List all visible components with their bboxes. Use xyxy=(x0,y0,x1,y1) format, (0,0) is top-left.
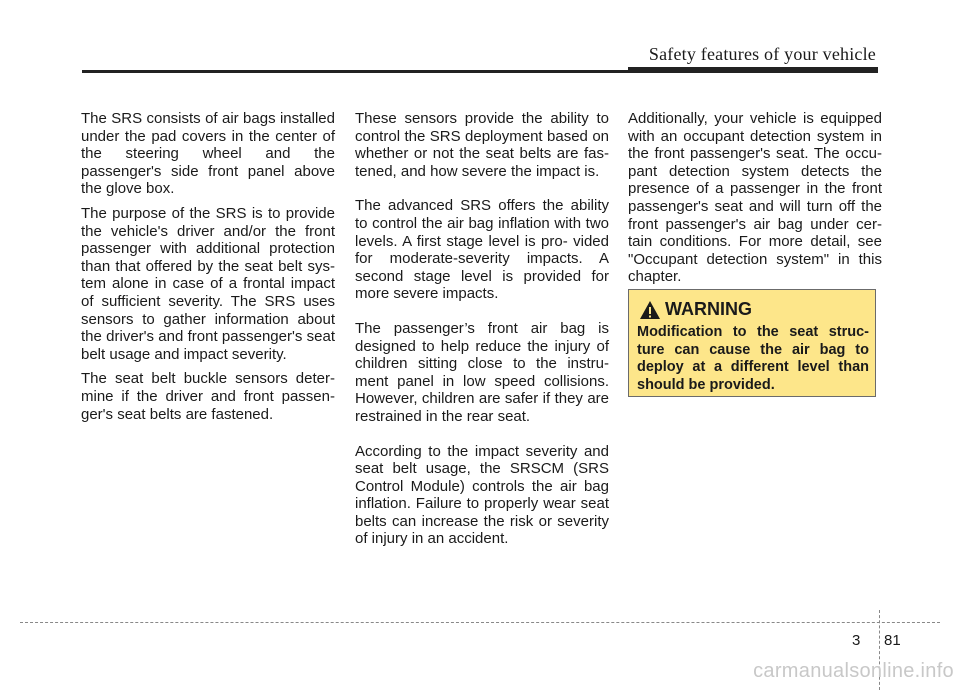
section-title: Safety features of your vehicle xyxy=(648,44,876,64)
warning-text: Modification to the seat struc- ture can cause the air bag to deploy at a different level than should be provided. xyxy=(637,324,869,393)
paragraph: The seat belt buckle sensors deter- mine if the driver and front passen- ger's seat belts are fastened. xyxy=(81,370,335,423)
warning-triangle-icon xyxy=(639,300,661,320)
paragraph: The passenger’s front air bag is designed to help reduce the injury of children sitting close to the instru- ment panel in low speed collisions. However, children are safer if they are restrained in the rear seat. xyxy=(355,319,609,425)
warning-header xyxy=(639,299,752,320)
chapter-number: 3 xyxy=(852,632,861,649)
warning-title: WARNING xyxy=(665,299,752,319)
text-column-1 xyxy=(81,110,335,430)
warning-box xyxy=(628,289,876,397)
text-column-2 xyxy=(355,110,609,565)
footer-divider xyxy=(20,622,940,623)
paragraph: Additionally, your vehicle is equipped with an occupant detection system in the front passenger's seat. The occu- pant detection system detects the presence of a passenger in the front passenger's seat and will turn off the front passenger's air bag under cer- tain conditions. For more detail, see "Occupant detection system" in this chapter. xyxy=(628,110,882,286)
paragraph: The purpose of the SRS is to provide the vehicle's driver and/or the front passenger with additional protection than that offered by the seat belt sys- tem alone in case of a frontal impact of sufficient severity. The SRS uses sensors to gather information about the driver's and front passenger's seat belt usage and impact severity. xyxy=(81,204,335,363)
page-number: 81 xyxy=(884,632,901,649)
paragraph: According to the impact severity and seat belt usage, the SRSCM (SRS Control Module) controls the air bag inflation. Failure to properly wear seat belts can increase the risk or severity of injury in an accident. xyxy=(355,442,609,548)
watermark: carmanualsonline.info xyxy=(753,660,954,682)
text-column-3 xyxy=(628,110,882,293)
paragraph: The advanced SRS offers the ability to control the air bag inflation with two levels. A first stage level is pro- vided for moderate-severity impacts. A second stage level is provided for more severe impacts. xyxy=(355,197,609,303)
header-rule xyxy=(82,70,878,73)
paragraph: The SRS consists of air bags installed under the pad covers in the center of the steering wheel and the passenger's side front panel above the glove box. xyxy=(81,110,335,198)
paragraph: These sensors provide the ability to control the SRS deployment based on whether or not the seat belts are fas- tened, and how severe the impact is. xyxy=(355,110,609,180)
